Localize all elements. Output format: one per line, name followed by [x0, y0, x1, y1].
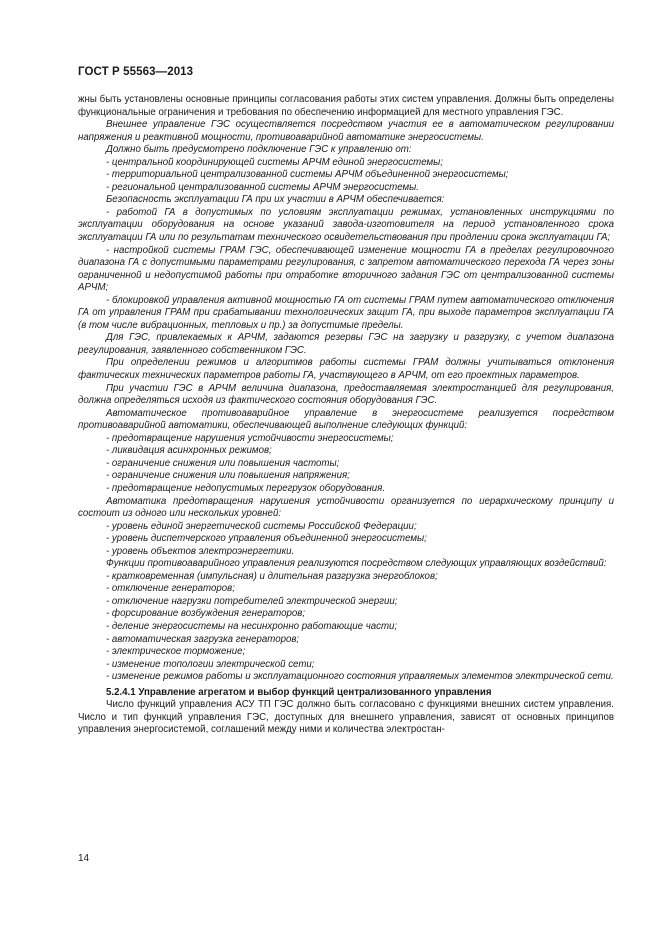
paragraph: При определении режимов и алгоритмов работы системы ГРАМ должны учитываться отклонения фактических технических параметров работы ГА, участвующего в АРЧМ, от его проектных параметров. — [78, 357, 614, 382]
list-item: - настройкой системы ГРАМ ГЭС, обеспечивающей изменение мощности ГА в пределах регулировочного диапазона ГА с допустимыми параметрами регулирования, с запретом автоматического перехода ГА через зоны ограниченной и недопустимой работы при отработке вторичного задания ГЭС от централизованной системы АРЧМ; — [78, 244, 614, 294]
list-item: - уровень единой энергетической системы Российской Федерации; — [106, 520, 417, 532]
list-item: - работой ГА в допустимых по условиям эксплуатации режимах, установленных инструкциями по эксплуатации оборудования на основе указаний завода-изготовителя на период установленного срока эксплуатации ГА или по результатам технического освидетельствования при продлении срока эксплуатации ГА; — [78, 206, 614, 244]
paragraph: Для ГЭС, привлекаемых к АРЧМ, задаются резервы ГЭС на загрузку и разгрузку, с учетом диапазона регулирования, заявленного собственником ГЭС. — [78, 332, 614, 356]
page-number: 14 — [78, 853, 90, 864]
list-item: - кратковременная (импульсная) и длительная разгрузка энергоблоков; — [106, 570, 438, 582]
paragraph: При участии ГЭС в АРЧМ величина диапазона, предоставляемая электростанцией для регулирования, должна определяться исходя из фактического состояния оборудования ГЭС. — [78, 382, 614, 407]
paragraph: жны быть установлены основные принципы согласования работы этих систем управления. Должны быть определены функциональные ограничения и требования по обеспечению информацией для местного управления ГЭС. — [78, 94, 614, 118]
paragraph: Безопасность эксплуатации ГА при их участии в АРЧМ обеспечивается: — [106, 194, 445, 206]
list-item: - электрическое торможение; — [106, 646, 246, 658]
list-item: - предотвращение нарушения устойчивости энергосистемы; — [106, 432, 394, 444]
list-item: - изменение режимов работы и эксплуатационного состояния управляемых элементов электрической сети. — [106, 671, 614, 683]
list-item: - форсирование возбуждения генераторов; — [106, 608, 306, 620]
paragraph: Должно быть предусмотрено подключение ГЭС к управлению от: — [106, 144, 412, 156]
list-item: - предотвращение недопустимых перегрузок оборудования. — [106, 482, 386, 494]
paragraph: Число функций управления АСУ ТП ГЭС должно быть согласовано с функциями внешних систем управления. Число и тип функций управления ГЭС, доступных для внешнего управления, зависят от основных принципов управления энергосистемой, соглашений между ними и количества электростан- — [78, 699, 614, 736]
list-item: - региональной централизованной системы АРЧМ энергосистемы. — [106, 181, 419, 193]
list-item: - автоматическая загрузка генераторов; — [106, 633, 300, 645]
list-item: - деление энергосистемы на несинхронно работающие части; — [106, 620, 398, 632]
list-item: - изменение топологии электрической сети; — [106, 658, 315, 670]
standard-header: ГОСТ Р 55563—2013 — [78, 66, 194, 78]
list-item: - блокировкой управления активной мощностью ГА от системы ГРАМ путем автоматического отключения ГА от управления ГРАМ при срабатывании технологических защит ГА, при выходе параметров эксплуатации ГА (в том числе вибрационных, тепловых и пр.) за допустимые пределы. — [78, 294, 614, 331]
page-body — [78, 94, 614, 737]
list-item: - центральной координирующей системы АРЧМ единой энергосистемы; — [106, 156, 443, 168]
list-item: - территориальной централизованной системы АРЧМ объединенной энергосистемы; — [106, 169, 509, 181]
paragraph: Внешнее управление ГЭС осуществляется посредством участия ее в автоматическом регулировании напряжения и реактивной мощности, противоаварийной автоматике энергосистемы. — [78, 119, 614, 143]
paragraph: Функции противоаварийного управления реализуются посредством следующих управляющих воздействий: — [106, 558, 607, 570]
list-item: - ограничение снижения или повышения частоты; — [106, 457, 340, 469]
section-heading: 5.2.4.1 Управление агрегатом и выбор функций централизованного управления — [106, 686, 492, 698]
list-item: - ликвидация асинхронных режимов; — [106, 445, 272, 457]
list-item: - отключение генераторов; — [106, 583, 235, 595]
list-item: - уровень диспетчерского управления объединенной энергосистемы; — [106, 533, 427, 545]
list-item: - отключение нагрузки потребителей электрической энергии; — [106, 595, 398, 607]
list-item: - уровень объектов электроэнергетики. — [106, 545, 295, 557]
paragraph: Автоматическое противоаварийное управление в энергосистеме реализуется посредством противоаварийной автоматики, обеспечивающей выполнение следующих функций: — [78, 407, 614, 432]
paragraph: Автоматика предотвращения нарушения устойчивости организуется по иерархическому принципу и состоит из одного или нескольких уровней: — [78, 495, 614, 520]
list-item: - ограничение снижения или повышения напряжения; — [106, 470, 350, 482]
